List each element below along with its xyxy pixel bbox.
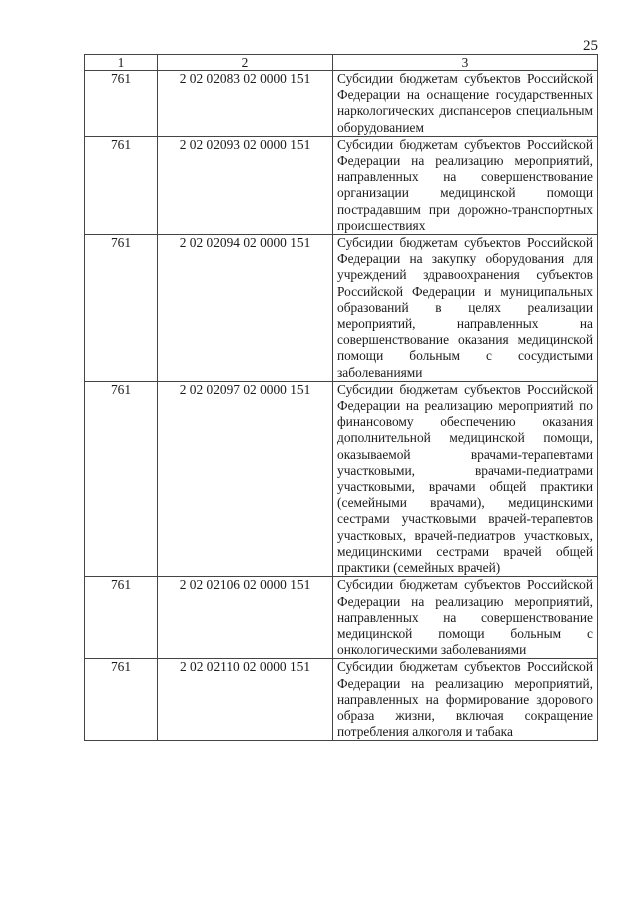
table-header-row: [85, 55, 598, 71]
kbk-code-cell: 2 02 02093 02 0000 151: [158, 136, 333, 234]
description-cell: Субсидии бюджетам субъектов Российской Федерации на закупку оборудования для учреждений здравоохранения субъектов Российской Федерации и муниципальных образований в целях реализации мероприятий, направленных на совершенствование оказания медицинской помощи больным с сосудистыми заболеваниями: [333, 235, 598, 382]
column-header-3: 3: [333, 55, 598, 71]
admin-code-cell: 761: [85, 659, 158, 741]
table-row: [85, 71, 598, 137]
column-header-1: 1: [85, 55, 158, 71]
page-number: 25: [583, 38, 598, 54]
kbk-code-cell: 2 02 02094 02 0000 151: [158, 235, 333, 382]
description-cell: Субсидии бюджетам субъектов Российской Федерации на реализацию мероприятий, направленных на совершенствование организации медицинской помощи пострадавшим при дорожно-транспортных происшествиях: [333, 136, 598, 234]
table-row: [85, 235, 598, 382]
description-cell: Субсидии бюджетам субъектов Российской Федерации на оснащение государственных наркологических диспансеров специальным оборудованием: [333, 71, 598, 137]
description-cell: Субсидии бюджетам субъектов Российской Федерации на реализацию мероприятий по финансовому обеспечению оказания дополнительной медицинской помощи, оказываемой врачами-терапевтами участковыми, врачами-педиатрами участковыми, врачами общей практики (семейными врачами), медицинскими сестрами участковыми врачей-терапевтов участковых, врачей-педиатров участковых, медицинскими сестрами врачей общей практики (семейных врачей): [333, 381, 598, 576]
table-row: [85, 381, 598, 576]
description-cell: Субсидии бюджетам субъектов Российской Федерации на реализацию мероприятий, направленных на формирование здорового образа жизни, включая сокращение потребления алкоголя и табака: [333, 659, 598, 741]
kbk-code-cell: 2 02 02083 02 0000 151: [158, 71, 333, 137]
column-header-2: 2: [158, 55, 333, 71]
admin-code-cell: 761: [85, 71, 158, 137]
table-row: [85, 577, 598, 659]
kbk-code-cell: 2 02 02106 02 0000 151: [158, 577, 333, 659]
kbk-code-cell: 2 02 02097 02 0000 151: [158, 381, 333, 576]
kbk-code-cell: 2 02 02110 02 0000 151: [158, 659, 333, 741]
description-cell: Субсидии бюджетам субъектов Российской Федерации на реализацию мероприятий, направленных на совершенствование медицинской помощи больным с онкологическими заболеваниями: [333, 577, 598, 659]
admin-code-cell: 761: [85, 235, 158, 382]
table-row: [85, 659, 598, 741]
admin-code-cell: 761: [85, 381, 158, 576]
admin-code-cell: 761: [85, 136, 158, 234]
admin-code-cell: 761: [85, 577, 158, 659]
table-row: [85, 136, 598, 234]
budget-classification-table: [84, 54, 598, 741]
